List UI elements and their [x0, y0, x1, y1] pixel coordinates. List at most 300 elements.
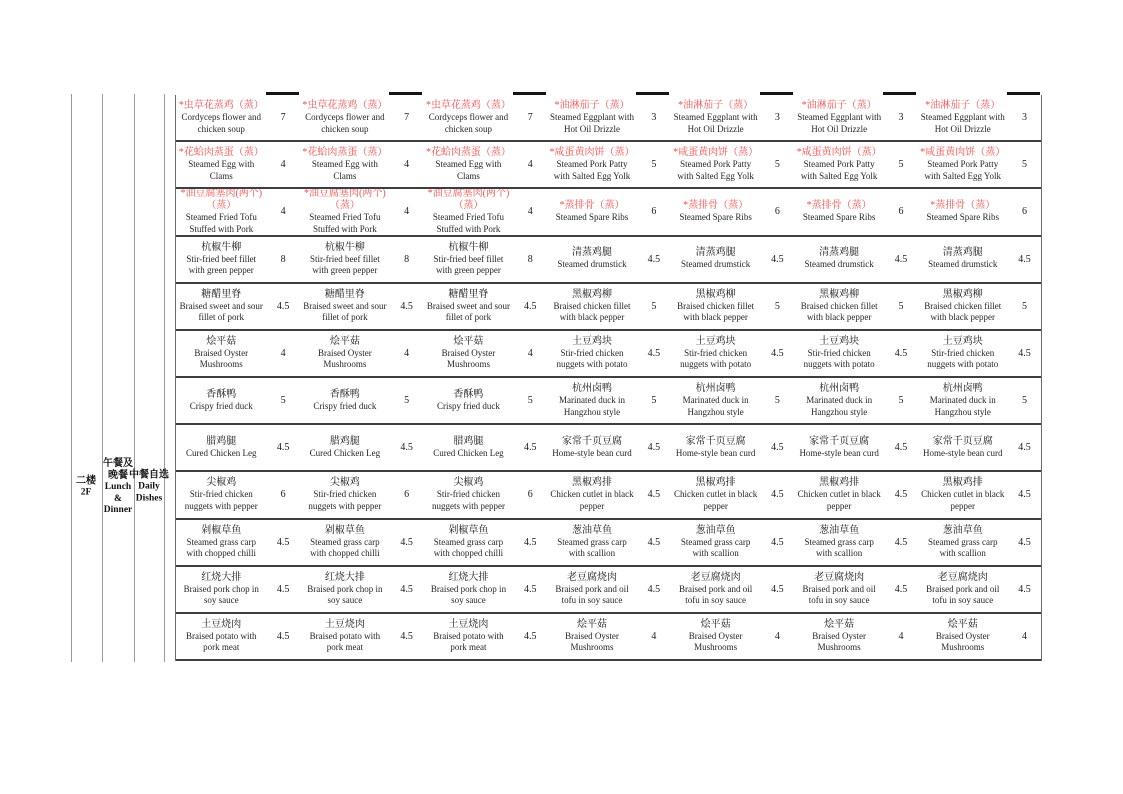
dish-name-cn: 老豆腐烧肉 — [814, 571, 865, 583]
column-rule — [134, 94, 135, 662]
price-cell: 5 — [774, 300, 780, 312]
price-cell: 5 — [774, 395, 780, 407]
dish-name-en: Stir-fried chicken nuggets with potato — [680, 347, 752, 370]
dish-cell — [300, 425, 391, 470]
dish-name-en: Stir-fried chicken nuggets with pepper — [431, 489, 505, 511]
dish-name-cn: 烩平菇 — [947, 618, 978, 630]
dish-name-cn: 烩平菇 — [206, 335, 237, 347]
dish-cell — [423, 95, 514, 140]
dish-cell — [423, 614, 514, 659]
dish-name-cn: 尖椒鸡 — [453, 477, 484, 489]
dish-name-cn: 糖醋里脊 — [201, 288, 242, 300]
menu-row — [176, 142, 1041, 189]
dish-name-en: Steamed Spare Ribs — [926, 212, 999, 223]
dish-name-en: Steamed drumstick — [928, 259, 998, 270]
dish-cell — [176, 614, 267, 659]
dish-cell — [547, 614, 638, 659]
price-cell: 4.5 — [647, 489, 661, 501]
price-cell: 8 — [527, 253, 533, 265]
menu-row — [176, 472, 1041, 519]
price-cell: 4.5 — [647, 442, 661, 454]
price-cell: 3 — [898, 112, 904, 124]
dish-name-cn: *油淋茄子（蒸） — [801, 100, 877, 112]
dish-cell — [176, 284, 267, 329]
category-header-cn: 中餐自选 — [129, 469, 169, 481]
dish-name-cn: *咸蛋黄肉饼（蒸） — [549, 147, 635, 159]
dish-name-cn: 杭椒牛柳 — [201, 241, 242, 253]
dish-name-en: Steamed Egg with Clams — [188, 159, 255, 181]
price-cell: 4 — [527, 206, 533, 218]
dish-name-cn: 尖椒鸡 — [206, 477, 237, 489]
dish-name-en: Home-style bean curd — [675, 448, 756, 459]
dish-name-en: Cordyceps flower and chicken soup — [305, 112, 385, 134]
dish-name-en: Stir-fried beef fillet with green pepper — [433, 253, 504, 276]
dish-name-cn: 烩平菇 — [329, 335, 360, 347]
price-cell: 5 — [1022, 395, 1028, 407]
price-cell: 6 — [404, 489, 410, 501]
dish-cell — [300, 142, 391, 187]
price-cell: 4.5 — [894, 347, 908, 359]
dish-cell — [794, 142, 885, 187]
dish-name-cn: *蒸排骨（蒸） — [930, 200, 996, 212]
dish-name-en: Steamed Pork Patty with Salted Egg Yolk — [677, 159, 754, 181]
dish-name-en: Steamed Spare Ribs — [555, 212, 629, 223]
dish-cell — [300, 614, 391, 659]
price-cell: 4.5 — [771, 347, 784, 359]
dish-name-en: Braised Oyster Mushrooms — [812, 630, 867, 653]
price-cell: 4.5 — [276, 630, 290, 642]
dish-cell — [670, 425, 761, 470]
dish-name-en: Steamed Spare Ribs — [802, 212, 876, 223]
dish-name-en: Braised chicken fillet with black pepper — [800, 300, 878, 323]
dish-name-en: Braised potato with pork meat — [186, 630, 257, 653]
price-cell: 4.5 — [276, 442, 290, 454]
dish-cell — [670, 331, 761, 376]
dish-cell — [917, 614, 1008, 659]
price-cell: 4.5 — [276, 300, 290, 312]
dish-cell — [423, 378, 514, 423]
price-cell: 5 — [1022, 159, 1028, 171]
dish-name-en: Crispy fried duck — [313, 400, 377, 411]
dish-cell — [794, 378, 885, 423]
dish-cell — [917, 142, 1008, 187]
dish-cell — [794, 520, 885, 565]
dish-cell — [300, 472, 391, 517]
dish-name-en: Crispy fried duck — [436, 400, 500, 411]
floor-header — [68, 475, 104, 499]
dish-name-en: Braised Oyster Mushrooms — [565, 630, 619, 653]
dish-cell — [917, 189, 1008, 234]
dish-name-cn: *花蛤肉蒸蛋（蒸） — [425, 147, 511, 159]
dish-cell — [917, 331, 1008, 376]
dish-name-en: Steamed Fried Tofu Stuffed with Pork — [432, 212, 505, 234]
price-cell: 4 — [527, 347, 533, 359]
dish-name-cn: 黑椒鸡柳 — [572, 288, 613, 300]
dish-name-cn: 尖椒鸡 — [329, 477, 360, 489]
dish-cell — [423, 520, 514, 565]
dish-name-cn: 土豆烧肉 — [324, 618, 365, 630]
dish-name-cn: 香酥鸭 — [329, 388, 360, 400]
dish-cell — [670, 614, 761, 659]
price-cell: 5 — [898, 395, 904, 407]
dish-name-cn: *咸蛋黄肉饼（蒸） — [673, 147, 759, 159]
price-cell: 4 — [527, 159, 533, 171]
dish-cell — [794, 614, 885, 659]
dish-cell — [547, 142, 638, 187]
dish-name-cn: 烩平菇 — [453, 335, 484, 347]
dish-name-cn: *油豆腐塞肉(两个)（蒸） — [304, 189, 386, 212]
dish-cell — [176, 95, 267, 140]
floor-header-en: 2F — [80, 487, 92, 498]
dish-name-cn: *咸蛋黄肉饼（蒸） — [796, 147, 882, 159]
dish-cell — [794, 331, 885, 376]
dish-cell — [176, 142, 267, 187]
dish-name-en: Steamed Eggplant with Hot Oil Drizzle — [920, 112, 1005, 134]
dish-name-cn: 家常千页豆腐 — [932, 436, 993, 448]
dish-cell — [670, 520, 761, 565]
dish-name-en: Steamed drumstick — [557, 259, 627, 270]
price-cell: 4.5 — [1018, 536, 1031, 548]
price-cell: 4.5 — [400, 300, 413, 312]
dish-name-en: Steamed Fried Tofu Stuffed with Pork — [185, 212, 257, 234]
price-cell: 4.5 — [894, 536, 908, 548]
price-cell: 4.5 — [647, 536, 661, 548]
dish-cell — [176, 237, 267, 282]
price-cell: 5 — [1022, 300, 1028, 312]
dish-cell — [794, 472, 885, 517]
dish-cell — [670, 567, 761, 612]
dish-cell — [917, 95, 1008, 140]
dish-name-en: Braised Oyster Mushrooms — [194, 347, 249, 370]
menu-row — [176, 614, 1041, 661]
dish-cell — [794, 95, 885, 140]
dish-name-cn: 黑椒鸡柳 — [695, 288, 736, 300]
dish-name-cn: 土豆烧肉 — [448, 618, 489, 630]
dish-name-cn: 黑椒鸡排 — [695, 477, 736, 489]
dish-cell — [176, 378, 267, 423]
menu-row — [176, 284, 1041, 331]
dish-cell — [670, 142, 761, 187]
price-cell: 4.5 — [647, 583, 661, 595]
dish-cell — [423, 472, 514, 517]
dish-name-en: Steamed Eggplant with Hot Oil Drizzle — [797, 112, 882, 134]
dish-name-en: Chicken cutlet in black pepper — [550, 489, 634, 511]
dish-name-cn: 杭州卤鸭 — [572, 383, 613, 395]
dish-name-en: Braised potato with pork meat — [433, 630, 504, 653]
dish-name-en: Cordyceps flower and chicken soup — [428, 112, 509, 134]
price-cell: 4.5 — [771, 489, 784, 501]
price-cell: 4.5 — [771, 536, 784, 548]
dish-name-cn: 腊鸡腿 — [329, 436, 360, 448]
dish-name-cn: 香酥鸭 — [206, 388, 237, 400]
price-cell: 6 — [527, 489, 533, 501]
price-cell: 4.5 — [894, 489, 908, 501]
dish-name-cn: 烩平菇 — [577, 618, 608, 630]
dish-name-en: Steamed Eggplant with Hot Oil Drizzle — [550, 112, 635, 134]
dish-name-cn: *油淋茄子（蒸） — [925, 100, 1001, 112]
menu-row — [176, 237, 1041, 284]
dish-name-cn: 葱油草鱼 — [572, 524, 613, 536]
price-cell: 4.5 — [894, 253, 908, 265]
price-cell: 4 — [651, 630, 657, 642]
price-cell: 3 — [1022, 112, 1028, 124]
dish-name-en: Steamed grass carp with scallion — [804, 536, 874, 559]
price-cell: 6 — [651, 206, 657, 218]
dish-name-cn: 杭州卤鸭 — [819, 383, 860, 395]
dish-cell — [423, 331, 514, 376]
dish-cell — [917, 472, 1008, 517]
dish-name-en: Braised pork chop in soy sauce — [307, 583, 383, 606]
dish-name-cn: 清蒸鸡腿 — [819, 247, 860, 259]
price-cell: 6 — [280, 489, 286, 501]
dish-cell — [794, 237, 885, 282]
price-cell: 4 — [898, 630, 904, 642]
dish-name-cn: 杭椒牛柳 — [324, 241, 365, 253]
category-header — [127, 470, 171, 505]
dish-name-cn: 杭州卤鸭 — [942, 383, 983, 395]
dish-cell — [300, 189, 391, 234]
dish-name-en: Steamed Egg with Clams — [435, 159, 502, 181]
price-cell: 4.5 — [771, 583, 784, 595]
dish-name-en: Steamed grass carp with scallion — [680, 536, 751, 559]
dish-name-cn: 老豆腐烧肉 — [567, 571, 618, 583]
price-cell: 4.5 — [771, 442, 784, 454]
dish-cell — [300, 331, 391, 376]
dish-name-en: Stir-fried beef fillet with green pepper — [309, 253, 380, 276]
price-cell: 4.5 — [276, 583, 290, 595]
price-cell: 6 — [1022, 206, 1028, 218]
dish-name-en: Braised sweet and sour fillet of pork — [303, 300, 387, 323]
dish-cell — [670, 237, 761, 282]
price-cell: 5 — [651, 395, 657, 407]
price-cell: 6 — [898, 206, 904, 218]
dish-cell — [794, 425, 885, 470]
dish-name-cn: 烩平菇 — [824, 618, 855, 630]
dish-name-cn: 清蒸鸡腿 — [572, 247, 613, 259]
dish-name-cn: 家常千页豆腐 — [809, 436, 870, 448]
dish-name-en: Braised Oyster Mushrooms — [441, 347, 496, 370]
dish-cell — [423, 567, 514, 612]
dish-name-en: Cordyceps flower and chicken soup — [181, 112, 262, 134]
dish-name-cn: 杭州卤鸭 — [695, 383, 736, 395]
dish-name-en: Crispy fried duck — [189, 400, 253, 411]
dish-cell — [670, 378, 761, 423]
dish-name-cn: *油豆腐塞肉(两个)（蒸） — [427, 189, 510, 212]
dish-cell — [547, 425, 638, 470]
dish-name-en: Steamed Spare Ribs — [679, 212, 752, 223]
dish-cell — [917, 567, 1008, 612]
dish-name-en: Steamed grass carp with chopped chilli — [310, 536, 380, 559]
dish-cell — [670, 189, 761, 234]
dish-name-cn: *虫草花蒸鸡（蒸） — [302, 100, 388, 112]
price-cell: 4.5 — [523, 583, 537, 595]
menu-row — [176, 378, 1041, 425]
price-cell: 4.5 — [400, 536, 413, 548]
price-cell: 4.5 — [523, 536, 537, 548]
dish-name-cn: *油淋茄子（蒸） — [678, 100, 754, 112]
dish-name-en: Home-style bean curd — [552, 448, 632, 459]
dish-name-en: Steamed grass carp with scallion — [928, 536, 998, 559]
column-rule — [164, 94, 165, 662]
price-cell: 4.5 — [1018, 583, 1031, 595]
price-cell: 4.5 — [1018, 347, 1031, 359]
dish-name-en: Steamed Fried Tofu Stuffed with Pork — [309, 212, 381, 234]
dish-cell — [423, 425, 514, 470]
price-cell: 4.5 — [894, 583, 908, 595]
menu-table — [175, 95, 1042, 661]
dish-name-cn: *咸蛋黄肉饼（蒸） — [920, 147, 1006, 159]
price-cell: 7 — [527, 112, 533, 124]
dish-name-en: Marinated duck in Hangzhou style — [559, 395, 626, 417]
menu-row — [176, 425, 1041, 472]
price-cell: 4.5 — [400, 583, 413, 595]
dish-cell — [176, 331, 267, 376]
dish-cell — [176, 472, 267, 517]
dish-cell — [670, 284, 761, 329]
dish-name-cn: 红烧大排 — [324, 571, 365, 583]
dish-name-cn: 腊鸡腿 — [206, 436, 237, 448]
price-cell: 5 — [280, 395, 286, 407]
dish-cell — [547, 331, 638, 376]
price-cell: 7 — [280, 112, 286, 124]
dish-name-en: Braised pork and oil tofu in soy sauce — [678, 583, 753, 606]
dish-name-cn: 腊鸡腿 — [453, 436, 484, 448]
dish-name-cn: *花蛤肉蒸蛋（蒸） — [302, 147, 388, 159]
column-rule — [102, 94, 103, 662]
dish-name-en: Braised sweet and sour fillet of pork — [426, 300, 511, 323]
dish-name-en: Braised sweet and sour fillet of pork — [179, 300, 263, 323]
dish-name-en: Steamed drumstick — [804, 259, 874, 270]
dish-name-en: Stir-fried chicken nuggets with pepper — [184, 489, 258, 511]
price-cell: 5 — [651, 159, 657, 171]
dish-name-en: Steamed grass carp with chopped chilli — [186, 536, 257, 559]
dish-name-cn: 老豆腐烧肉 — [690, 571, 741, 583]
dish-name-cn: 家常千页豆腐 — [685, 436, 746, 448]
dish-name-cn: 黑椒鸡柳 — [942, 288, 983, 300]
menu-row — [176, 189, 1041, 236]
dish-name-cn: 剁椒草鱼 — [201, 524, 242, 536]
price-cell: 3 — [774, 112, 780, 124]
dish-cell — [670, 95, 761, 140]
dish-cell — [917, 237, 1008, 282]
price-cell: 4 — [404, 159, 410, 171]
meal-period-header-en: Lunch & Dinner — [103, 481, 133, 515]
dish-cell — [917, 378, 1008, 423]
price-cell: 4.5 — [771, 253, 784, 265]
dish-name-en: Chicken cutlet in black pepper — [797, 489, 881, 511]
dish-name-cn: 黑椒鸡排 — [819, 477, 860, 489]
dish-name-cn: 糖醋里脊 — [448, 288, 489, 300]
dish-name-cn: *虫草花蒸鸡（蒸） — [178, 100, 264, 112]
dish-name-cn: *蒸排骨（蒸） — [559, 200, 625, 212]
menu-row — [176, 567, 1041, 614]
dish-name-cn: 葱油草鱼 — [819, 524, 860, 536]
dish-cell — [423, 142, 514, 187]
dish-name-en: Braised chicken fillet with black pepper — [924, 300, 1002, 323]
dish-cell — [423, 237, 514, 282]
dish-name-cn: 香酥鸭 — [453, 388, 484, 400]
dish-name-en: Stir-fried chicken nuggets with potato — [803, 347, 875, 370]
dish-name-cn: 土豆鸡块 — [942, 335, 983, 347]
dish-name-cn: *花蛤肉蒸蛋（蒸） — [178, 147, 264, 159]
dish-name-en: Braised potato with pork meat — [309, 630, 381, 653]
price-cell: 4.5 — [276, 536, 290, 548]
dish-name-cn: *油豆腐塞肉(两个)（蒸） — [180, 189, 263, 212]
dish-name-en: Braised Oyster Mushrooms — [317, 347, 372, 370]
column-rule — [71, 94, 72, 662]
price-cell: 4.5 — [1018, 253, 1031, 265]
dish-name-en: Steamed grass carp with scallion — [557, 536, 627, 559]
dish-name-en: Steamed Pork Patty with Salted Egg Yolk — [553, 159, 631, 181]
dish-name-en: Steamed grass carp with chopped chilli — [433, 536, 504, 559]
dish-name-en: Stir-fried beef fillet with green pepper — [186, 253, 257, 276]
dish-name-cn: 土豆烧肉 — [201, 618, 242, 630]
dish-name-cn: 老豆腐烧肉 — [937, 571, 988, 583]
dish-name-cn: 家常千页豆腐 — [562, 436, 623, 448]
price-cell: 4.5 — [647, 253, 661, 265]
dish-name-en: Braised Oyster Mushrooms — [688, 630, 743, 653]
dish-name-cn: 黑椒鸡排 — [942, 477, 983, 489]
dish-cell — [423, 284, 514, 329]
dish-name-cn: 剁椒草鱼 — [324, 524, 365, 536]
dish-cell — [176, 520, 267, 565]
dish-name-en: Braised pork and oil tofu in soy sauce — [802, 583, 876, 606]
menu-row — [176, 331, 1041, 378]
dish-name-en: Steamed Eggplant with Hot Oil Drizzle — [673, 112, 758, 134]
dish-cell — [547, 189, 638, 234]
dish-cell — [300, 378, 391, 423]
dish-name-en: Steamed Pork Patty with Salted Egg Yolk — [924, 159, 1002, 181]
price-cell: 5 — [651, 300, 657, 312]
price-cell: 4.5 — [523, 630, 537, 642]
dish-name-cn: 烩平菇 — [700, 618, 731, 630]
dish-name-cn: 葱油草鱼 — [695, 524, 736, 536]
price-cell: 4.5 — [1018, 489, 1031, 501]
dish-cell — [794, 189, 885, 234]
menu-row — [176, 95, 1041, 142]
dish-name-cn: *蒸排骨（蒸） — [806, 200, 872, 212]
dish-name-cn: *蒸排骨（蒸） — [683, 200, 749, 212]
price-cell: 4 — [280, 347, 286, 359]
dish-name-en: Cured Chicken Leg — [186, 448, 257, 459]
dish-cell — [423, 189, 514, 234]
dish-name-en: Home-style bean curd — [799, 448, 879, 459]
dish-cell — [300, 284, 391, 329]
dish-name-en: Chicken cutlet in black pepper — [921, 489, 1005, 511]
dish-cell — [176, 189, 267, 234]
price-cell: 3 — [651, 112, 657, 124]
dish-name-en: Cured Chicken Leg — [309, 448, 381, 459]
dish-name-en: Braised pork chop in soy sauce — [183, 583, 259, 606]
dish-cell — [176, 425, 267, 470]
dish-name-cn: 清蒸鸡腿 — [695, 247, 736, 259]
dish-name-cn: *油淋茄子（蒸） — [554, 100, 630, 112]
dish-name-en: Marinated duck in Hangzhou style — [682, 395, 749, 417]
dish-name-cn: 葱油草鱼 — [942, 524, 983, 536]
price-cell: 4 — [404, 206, 410, 218]
price-cell: 8 — [280, 253, 286, 265]
price-cell: 5 — [404, 395, 410, 407]
dish-cell — [917, 425, 1008, 470]
dish-name-en: Steamed Pork Patty with Salted Egg Yolk — [800, 159, 878, 181]
price-cell: 4.5 — [400, 442, 413, 454]
menu-row — [176, 520, 1041, 567]
dish-name-en: Braised chicken fillet with black pepper — [553, 300, 631, 323]
dish-name-cn: 清蒸鸡腿 — [942, 247, 983, 259]
price-cell: 4.5 — [647, 347, 661, 359]
price-cell: 5 — [898, 300, 904, 312]
dish-cell — [547, 284, 638, 329]
